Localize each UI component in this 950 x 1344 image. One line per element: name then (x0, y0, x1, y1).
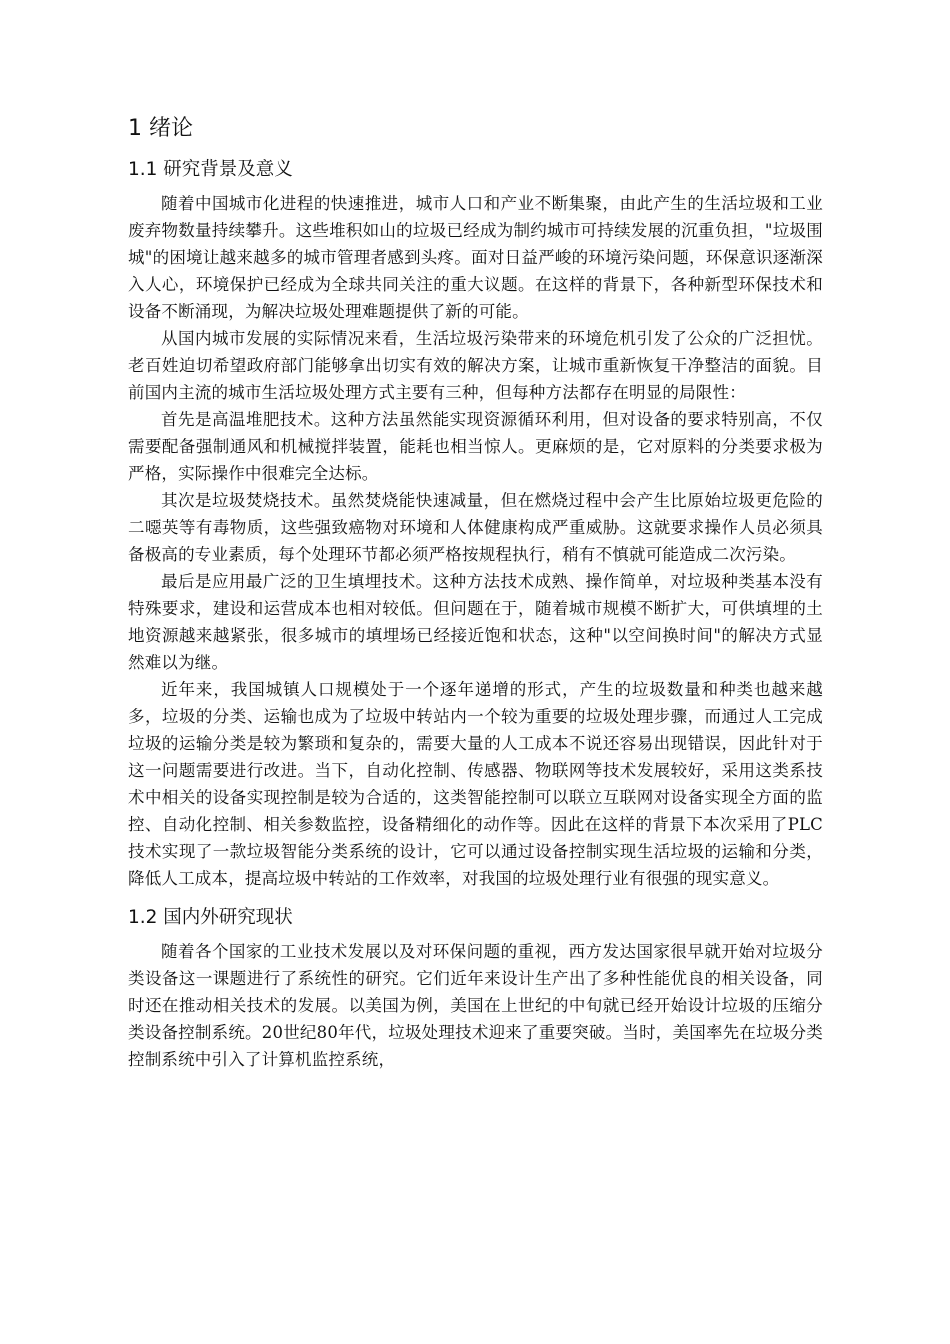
paragraph: 从国内城市发展的实际情况来看，生活垃圾污染带来的环境危机引发了公众的广泛担忧。老百姓迫切希望政府部门能够拿出切实有效的解决方案，让城市重新恢复干净整洁的面貌。目前国内主流的城市生活垃圾处理方式主要有三种，但每种方法都存在明显的局限性： (128, 329, 823, 402)
paragraph: 近年来，我国城镇人口规模处于一个逐年递增的形式，产生的垃圾数量和种类也越来越多，垃圾的分类、运输也成为了垃圾中转站内一个较为重要的垃圾处理步骤，而通过人工完成垃圾的运输分类是较为繁琐和复杂的，需要大量的人工成本不说还容易出现错误，因此针对于这一问题需要进行改进。当下，自动化控制、传感器、物联网等技术发展较好，采用这类系技术中相关的设备实现控制是较为合适的，这类智能控制可以联立互联网对设备实现全方面的监控、自动化控制、相关参数监控，设备精细化的动作等。因此在这样的背景下本次采用了PLC技术实现了一款垃圾智能分类系统的设计，它可以通过设备控制实现生活垃圾的运输和分类，降低人工成本，提高垃圾中转站的工作效率，对我国的垃圾处理行业有很强的现实意义。 (128, 680, 823, 888)
paragraph: 首先是高温堆肥技术。这种方法虽然能实现资源循环利用，但对设备的要求特别高，不仅需要配备强制通风和机械搅拌装置，能耗也相当惊人。更麻烦的是，它对原料的分类要求极为严格，实际操作中很难完全达标。 (128, 410, 823, 483)
document-page (128, 110, 823, 1073)
chapter-title: 1 绪论 (128, 116, 193, 141)
section-title: 1.2 国内外研究现状 (128, 907, 293, 928)
paragraph: 最后是应用最广泛的卫生填埋技术。这种方法技术成熟、操作简单，对垃圾种类基本没有特殊要求，建设和运营成本也相对较低。但问题在于，随着城市规模不断扩大，可供填埋的土地资源越来越紧张，很多城市的填埋场已经接近饱和状态，这种"以空间换时间"的解决方式显然难以为继。 (128, 572, 823, 672)
section-research-background (128, 154, 823, 892)
paragraph: 其次是垃圾焚烧技术。虽然焚烧能快速减量，但在燃烧过程中会产生比原始垃圾更危险的二噁英等有毒物质，这些强致癌物对环境和人体健康构成严重威胁。这就要求操作人员必须具备极高的专业素质，每个处理环节都必须严格按规程执行，稍有不慎就可能造成二次污染。 (128, 491, 823, 564)
section-title: 1.1 研究背景及意义 (128, 159, 293, 180)
section-research-status (128, 902, 823, 1073)
paragraph: 随着中国城市化进程的快速推进，城市人口和产业不断集聚，由此产生的生活垃圾和工业废弃物数量持续攀升。这些堆积如山的垃圾已经成为制约城市可持续发展的沉重负担，"垃圾围城"的困境让越来越多的城市管理者感到头疼。面对日益严峻的环境污染问题，环保意识逐渐深入人心，环境保护已经成为全球共同关注的重大议题。在这样的背景下，各种新型环保技术和设备不断涌现，为解决垃圾处理难题提供了新的可能。 (128, 194, 823, 321)
paragraph: 随着各个国家的工业技术发展以及对环保问题的重视，西方发达国家很早就开始对垃圾分类设备这一课题进行了系统性的研究。它们近年来设计生产出了多种性能优良的相关设备，同时还在推动相关技术的发展。以美国为例，美国在上世纪的中旬就已经开始设计垃圾的压缩分类设备控制系统。20世纪80年代，垃圾处理技术迎来了重要突破。当时，美国率先在垃圾分类控制系统中引入了计算机监控系统， (128, 942, 823, 1069)
